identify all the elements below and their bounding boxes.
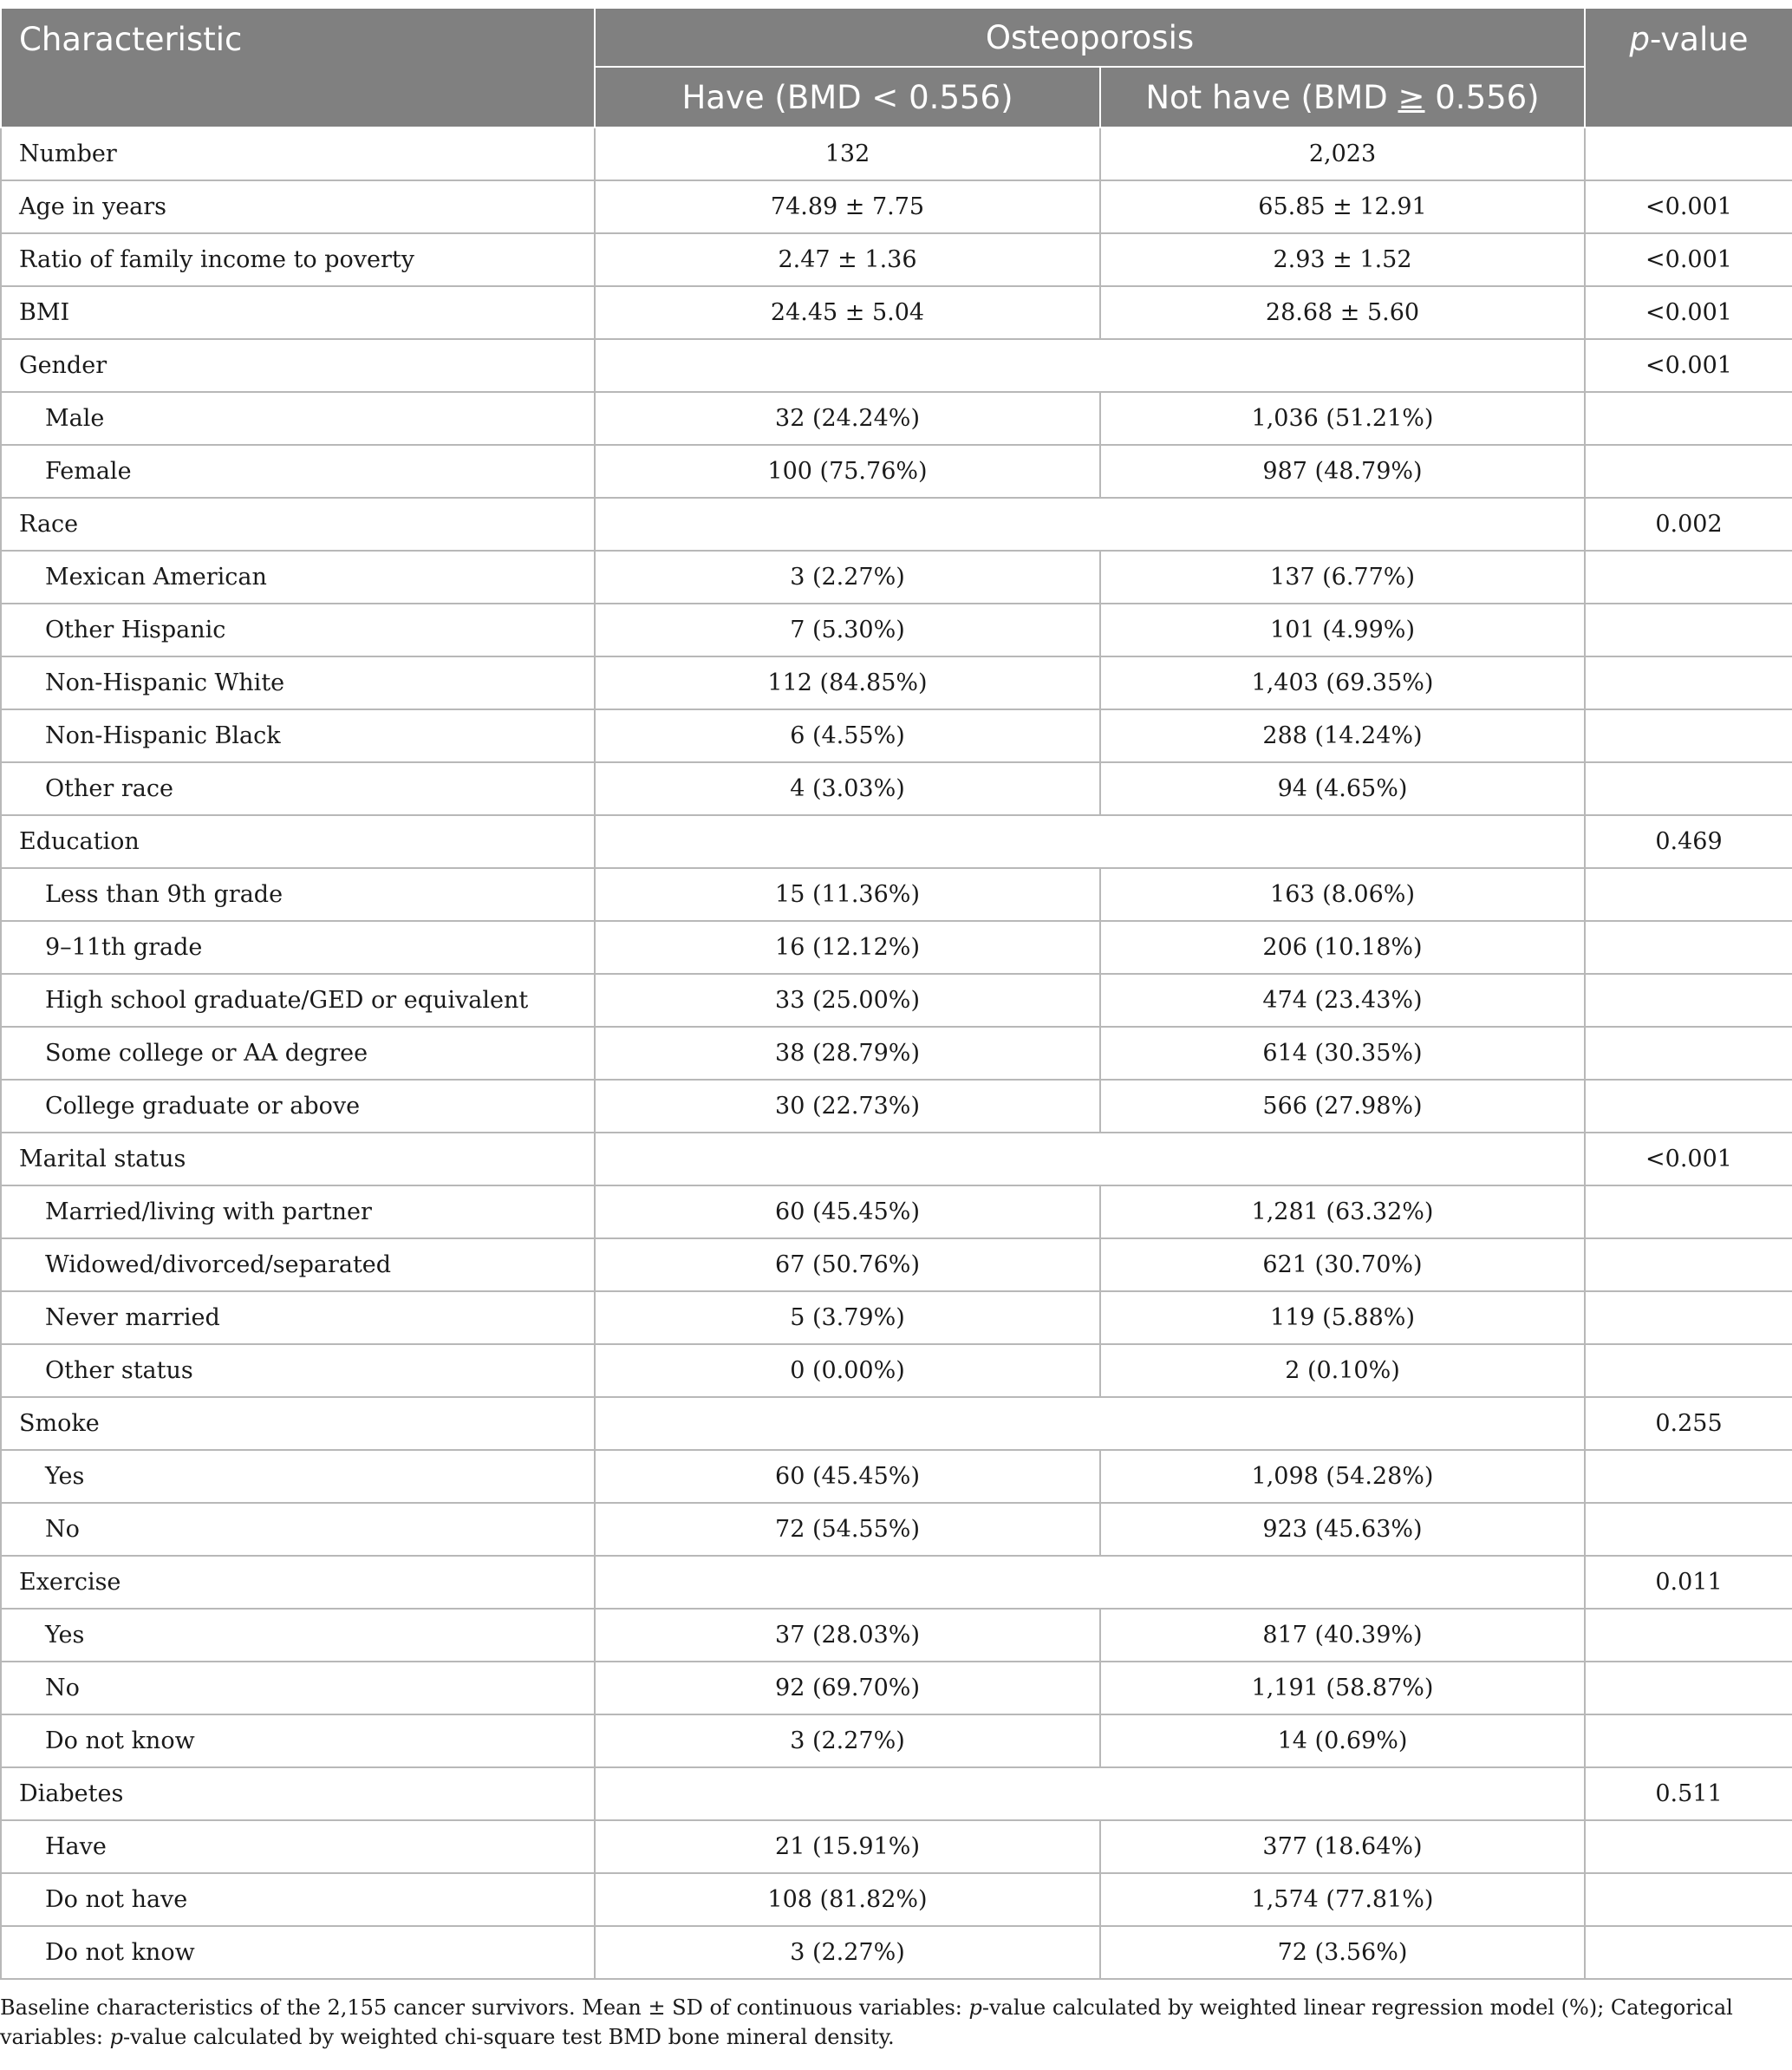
footnote-part1: Baseline characteristics of the 2,155 cancer survivors. Mean ± SD of continuous variables: [0,1995,969,2020]
cell-have: 112 (84.85%) [595,656,1100,709]
table-row [1,1291,1792,1344]
row-label: Yes [1,1450,595,1503]
cell-p-value [1585,974,1792,1027]
cell-p-value [1585,1080,1792,1133]
table-row [1,868,1792,921]
cell-have: 32 (24.24%) [595,392,1100,445]
cell-p-value [1585,1873,1792,1926]
footnote-part3: -value calculated by weighted chi-square test BMD bone mineral density. [122,2025,895,2049]
cell-not-have: 94 (4.65%) [1100,762,1585,815]
table-footnote [0,1993,1777,2052]
table-row [1,974,1792,1027]
cell-not-have: 614 (30.35%) [1100,1027,1585,1080]
baseline-characteristics-table [0,7,1792,1980]
table-body [1,127,1792,1979]
row-label: Yes [1,1609,595,1662]
group-spacer-cell [595,339,1585,392]
table-row [1,1238,1792,1291]
cell-have: 60 (45.45%) [595,1185,1100,1238]
cell-have: 37 (28.03%) [595,1609,1100,1662]
cell-not-have: 2.93 ± 1.52 [1100,233,1585,286]
row-label: Other race [1,762,595,815]
cell-p-value: 0.511 [1585,1767,1792,1820]
cell-not-have: 566 (27.98%) [1100,1080,1585,1133]
table-row [1,445,1792,498]
row-label: Race [1,498,595,551]
cell-not-have: 288 (14.24%) [1100,709,1585,762]
row-label: Age in years [1,180,595,233]
header-p-value [1585,8,1792,127]
row-label: High school graduate/GED or equivalent [1,974,595,1027]
row-label: Never married [1,1291,595,1344]
cell-not-have: 163 (8.06%) [1100,868,1585,921]
cell-not-have: 923 (45.63%) [1100,1503,1585,1556]
cell-p-value [1585,1926,1792,1979]
cell-p-value [1585,1503,1792,1556]
cell-have: 5 (3.79%) [595,1291,1100,1344]
row-label: Male [1,392,595,445]
cell-p-value [1585,709,1792,762]
cell-p-value: 0.002 [1585,498,1792,551]
table-row [1,921,1792,974]
cell-not-have: 1,281 (63.32%) [1100,1185,1585,1238]
table-row [1,604,1792,656]
row-label: Marital status [1,1133,595,1185]
cell-not-have: 206 (10.18%) [1100,921,1585,974]
row-label: Other Hispanic [1,604,595,656]
table-container [0,7,1792,1980]
table-row [1,656,1792,709]
row-label: Have [1,1820,595,1873]
row-label: Do not know [1,1714,595,1767]
cell-p-value [1585,656,1792,709]
cell-not-have: 137 (6.77%) [1100,551,1585,604]
row-label: Do not know [1,1926,595,1979]
cell-p-value [1585,1609,1792,1662]
table-group-row [1,1397,1792,1450]
cell-not-have: 987 (48.79%) [1100,445,1585,498]
cell-not-have: 1,191 (58.87%) [1100,1662,1585,1714]
table-row [1,1926,1792,1979]
cell-have: 0 (0.00%) [595,1344,1100,1397]
cell-not-have: 28.68 ± 5.60 [1100,286,1585,339]
cell-have: 30 (22.73%) [595,1080,1100,1133]
cell-p-value [1585,1820,1792,1873]
cell-p-value [1585,1291,1792,1344]
group-spacer-cell [595,498,1585,551]
table-row [1,1714,1792,1767]
cell-have: 24.45 ± 5.04 [595,286,1100,339]
cell-have: 4 (3.03%) [595,762,1100,815]
row-label: Diabetes [1,1767,595,1820]
header-not-have-pre: Not have (BMD [1145,78,1398,116]
table-row [1,180,1792,233]
table-row [1,1873,1792,1926]
cell-not-have: 1,574 (77.81%) [1100,1873,1585,1926]
cell-not-have: 2,023 [1100,127,1585,180]
footnote-p-italic-1: p [968,1995,982,2020]
group-spacer-cell [595,815,1585,868]
row-label: Do not have [1,1873,595,1926]
header-not-have-symbol: ≥ [1398,78,1425,116]
cell-p-value [1585,392,1792,445]
row-label: Education [1,815,595,868]
row-label: Married/living with partner [1,1185,595,1238]
cell-have: 3 (2.27%) [595,551,1100,604]
cell-not-have: 377 (18.64%) [1100,1820,1585,1873]
cell-have: 60 (45.45%) [595,1450,1100,1503]
cell-have: 100 (75.76%) [595,445,1100,498]
cell-have: 21 (15.91%) [595,1820,1100,1873]
row-label: Mexican American [1,551,595,604]
table-group-row [1,1133,1792,1185]
row-label: BMI [1,286,595,339]
header-osteoporosis: Osteoporosis [595,8,1585,67]
cell-p-value [1585,868,1792,921]
cell-have: 38 (28.79%) [595,1027,1100,1080]
cell-have: 6 (4.55%) [595,709,1100,762]
cell-have: 67 (50.76%) [595,1238,1100,1291]
table-group-row [1,815,1792,868]
row-label: Non-Hispanic White [1,656,595,709]
row-label: Non-Hispanic Black [1,709,595,762]
cell-have: 132 [595,127,1100,180]
row-label: College graduate or above [1,1080,595,1133]
cell-not-have: 2 (0.10%) [1100,1344,1585,1397]
cell-p-value [1585,1344,1792,1397]
cell-not-have: 1,036 (51.21%) [1100,392,1585,445]
table-row [1,1344,1792,1397]
group-spacer-cell [595,1556,1585,1609]
cell-not-have: 101 (4.99%) [1100,604,1585,656]
header-p-rest: -value [1650,21,1749,58]
table-row [1,762,1792,815]
table-row [1,1609,1792,1662]
cell-not-have: 1,403 (69.35%) [1100,656,1585,709]
cell-p-value [1585,921,1792,974]
table-header [1,8,1792,127]
table-row [1,1450,1792,1503]
cell-not-have: 1,098 (54.28%) [1100,1450,1585,1503]
cell-not-have: 474 (23.43%) [1100,974,1585,1027]
table-group-row [1,1767,1792,1820]
table-row [1,233,1792,286]
cell-not-have: 119 (5.88%) [1100,1291,1585,1344]
row-label: Smoke [1,1397,595,1450]
table-row [1,1185,1792,1238]
cell-have: 74.89 ± 7.75 [595,180,1100,233]
cell-not-have: 621 (30.70%) [1100,1238,1585,1291]
group-spacer-cell [595,1397,1585,1450]
cell-have: 16 (12.12%) [595,921,1100,974]
table-row [1,1662,1792,1714]
row-label: Other status [1,1344,595,1397]
row-label: No [1,1503,595,1556]
footnote-part2: -value calculated by weighted linear regression model (%); Categorical variables: [0,1995,1733,2049]
cell-p-value [1585,127,1792,180]
cell-p-value: 0.011 [1585,1556,1792,1609]
table-row [1,127,1792,180]
row-label: Gender [1,339,595,392]
cell-p-value: <0.001 [1585,180,1792,233]
cell-have: 33 (25.00%) [595,974,1100,1027]
cell-not-have: 817 (40.39%) [1100,1609,1585,1662]
cell-have: 3 (2.27%) [595,1926,1100,1979]
cell-p-value [1585,762,1792,815]
table-row [1,286,1792,339]
group-spacer-cell [595,1133,1585,1185]
row-label: Female [1,445,595,498]
table-row [1,709,1792,762]
cell-p-value [1585,1450,1792,1503]
table-row [1,1503,1792,1556]
cell-not-have: 65.85 ± 12.91 [1100,180,1585,233]
table-row [1,551,1792,604]
cell-p-value: <0.001 [1585,233,1792,286]
cell-p-value [1585,1027,1792,1080]
row-label: Widowed/divorced/separated [1,1238,595,1291]
table-row [1,1027,1792,1080]
table-group-row [1,498,1792,551]
cell-have: 92 (69.70%) [595,1662,1100,1714]
cell-p-value [1585,604,1792,656]
table-group-row [1,1556,1792,1609]
table-group-row [1,339,1792,392]
cell-p-value: <0.001 [1585,286,1792,339]
cell-not-have: 72 (3.56%) [1100,1926,1585,1979]
row-label: Less than 9th grade [1,868,595,921]
cell-have: 72 (54.55%) [595,1503,1100,1556]
cell-have: 3 (2.27%) [595,1714,1100,1767]
cell-p-value: <0.001 [1585,1133,1792,1185]
header-characteristic: Characteristic [1,8,595,127]
row-label: Ratio of family income to poverty [1,233,595,286]
cell-have: 15 (11.36%) [595,868,1100,921]
header-not-have-post: 0.556) [1424,78,1540,116]
header-p-italic: p [1629,21,1651,58]
header-not-have [1100,67,1585,127]
cell-p-value [1585,551,1792,604]
cell-p-value [1585,1238,1792,1291]
table-row [1,1080,1792,1133]
cell-p-value: 0.255 [1585,1397,1792,1450]
row-label: Some college or AA degree [1,1027,595,1080]
cell-have: 108 (81.82%) [595,1873,1100,1926]
footnote-p-italic-2: p [109,2025,123,2049]
row-label: No [1,1662,595,1714]
cell-not-have: 14 (0.69%) [1100,1714,1585,1767]
cell-p-value: 0.469 [1585,815,1792,868]
row-label: Number [1,127,595,180]
row-label: Exercise [1,1556,595,1609]
cell-have: 2.47 ± 1.36 [595,233,1100,286]
cell-p-value: <0.001 [1585,339,1792,392]
cell-p-value [1585,445,1792,498]
cell-p-value [1585,1185,1792,1238]
cell-p-value [1585,1714,1792,1767]
table-row [1,392,1792,445]
group-spacer-cell [595,1767,1585,1820]
cell-have: 7 (5.30%) [595,604,1100,656]
cell-p-value [1585,1662,1792,1714]
header-have: Have (BMD < 0.556) [595,67,1100,127]
row-label: 9–11th grade [1,921,595,974]
table-row [1,1820,1792,1873]
